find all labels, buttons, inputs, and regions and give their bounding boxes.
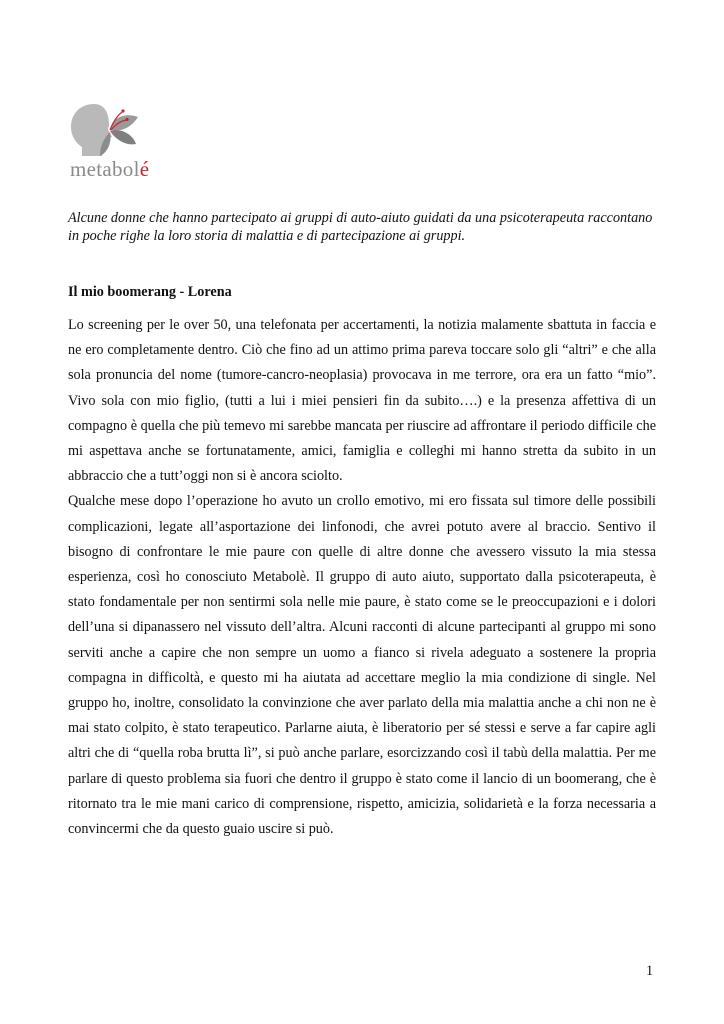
logo-wordmark-main: metabol: [70, 157, 140, 181]
story-paragraph: Qualche mese dopo l’operazione ho avuto un crollo emotivo, mi ero fissata sul timore delle possibili complicazioni, legate all’asportazione dei linfonodi, che avrei potuto avere al braccio. Sentivo il bisogno di confrontare le mie paure con quelle di altre donne che avessero vissuto la mia stessa esperienza, così ho conosciuto Metabolè. Il gruppo di auto aiuto, supportato dalla psicoterapeuta, è stato fondamentale per non sentirmi sola nelle mie paure, è stato come se le preoccupazioni e i dolori dell’una si dipanassero nel vissuto dell’altra. Alcuni racconti di alcune partecipanti al gruppo mi sono serviti anche a capire che non sempre un uomo a fianco si rivela adeguato a sostenere la propria compagna in difficoltà, e questo mi ha aiutata ad accettare meglio la mia condizione di single. Nel gruppo ho, inoltre, consolidato la convinzione che aver parlato della mia malattia anche a chi non ne è mai stato colpito, è stato terapeutico. Parlarne aiuta, è liberatorio per sé stessi e serve a far capire agli altri che di “quella roba brutta lì”, si può anche parlare, esorcizzando così il tabù della malattia. Per me parlare di questo problema sia fuori che dentro il gruppo è stato come il lancio di un boomerang, che è ritornato tra le mie mani carico di comprensione, rispetto, amicizia, solidarietà e la forza necessaria a convincermi che da questo guaio uscire si può.: [68, 493, 656, 838]
logo-wordmark-accent: é: [139, 157, 150, 181]
logo-wordmark: [70, 157, 149, 182]
page-number: 1: [646, 963, 654, 979]
story-paragraph: Lo screening per le over 50, una telefonata per accertamenti, la notizia malamente sbattuta in faccia e ne ero completamente dentro. Ciò che fino ad un attimo prima pareva toccare solo gli “altri” e che alla sola pronuncia del nome (tumore-cancro-neoplasia) provocava in me terrore, ora era un fatto “mio”. Vivo sola con mio figlio, (tutti a lui i miei pensieri fin da subito….) e la presenza affettiva di un compagno è quella che più temevo mi sarebbe mancata per riuscire ad affrontare il periodo difficile che mi aspettava anche se fortunatamente, amici, famiglia e colleghi mi hanno stretta da subito in un abbraccio che a tutt’oggi non si è ancora sciolto.: [68, 317, 656, 485]
story-title: Il mio boomerang - Lorena: [68, 284, 232, 300]
metabole-logo: [66, 100, 156, 182]
story-body: [68, 313, 656, 842]
woman-profile-butterfly-icon: [66, 100, 156, 160]
intro-text: Alcune donne che hanno partecipato ai gruppi di auto-aiuto guidati da una psicoterapeuta raccontano in poche righe la loro storia di malattia e di partecipazione ai gruppi.: [68, 210, 653, 244]
